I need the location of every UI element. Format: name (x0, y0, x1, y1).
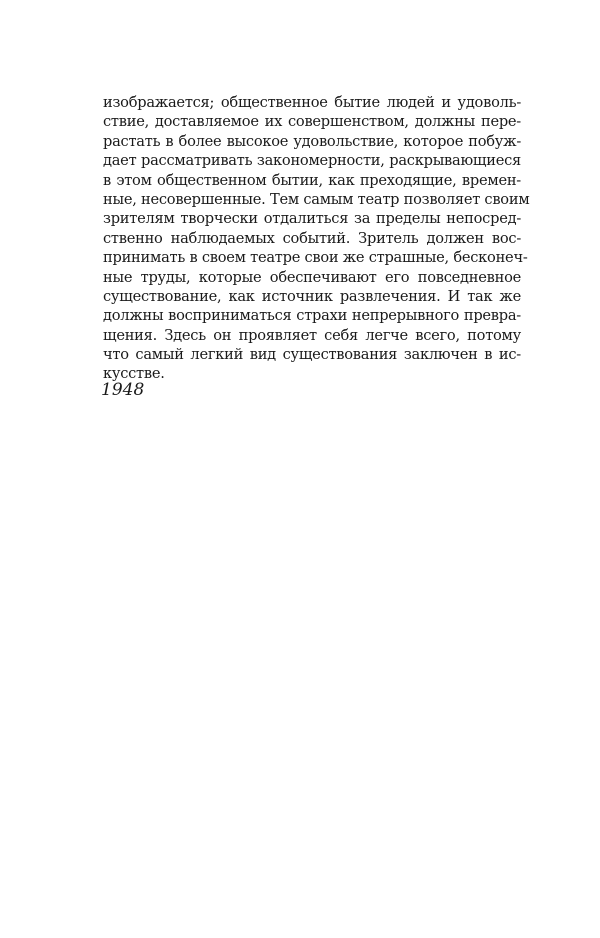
body-text (103, 93, 530, 384)
text-line: что самый легкий вид существования заключен в ис- (103, 346, 521, 364)
text-line: существование, как источник развлечения. И так же (103, 287, 521, 305)
text-line: растать в более высокое удовольствие, которое побуж- (103, 132, 521, 150)
text-line: кусстве. (103, 365, 165, 383)
text-line: щения. Здесь он проявляет себя легче всего, потому (103, 326, 521, 344)
text-line: дает рассматривать закономерности, раскрывающиеся (103, 152, 521, 170)
text-line: ные, несовершенные. Тем самым театр позволяет своим (103, 190, 530, 208)
text-line: ствие, доставляемое их совершенством, должны пере- (103, 113, 521, 131)
text-line: изображается; общественное бытие людей и удоволь- (103, 94, 521, 111)
year-signature: 1948 (101, 380, 145, 400)
text-line: принимать в своем театре свои же страшные, бесконеч- (103, 249, 528, 267)
text-line: зрителям творчески отдалиться за пределы непосред- (103, 210, 521, 228)
text-line: должны восприниматься страхи непрерывного превра- (103, 307, 521, 325)
text-line: в этом общественном бытии, как преходящие, времен- (103, 171, 521, 189)
text-line: ные труды, которые обеспечивают его повседневное (103, 268, 521, 286)
text-line: ственно наблюдаемых событий. Зритель должен вос- (103, 229, 521, 247)
